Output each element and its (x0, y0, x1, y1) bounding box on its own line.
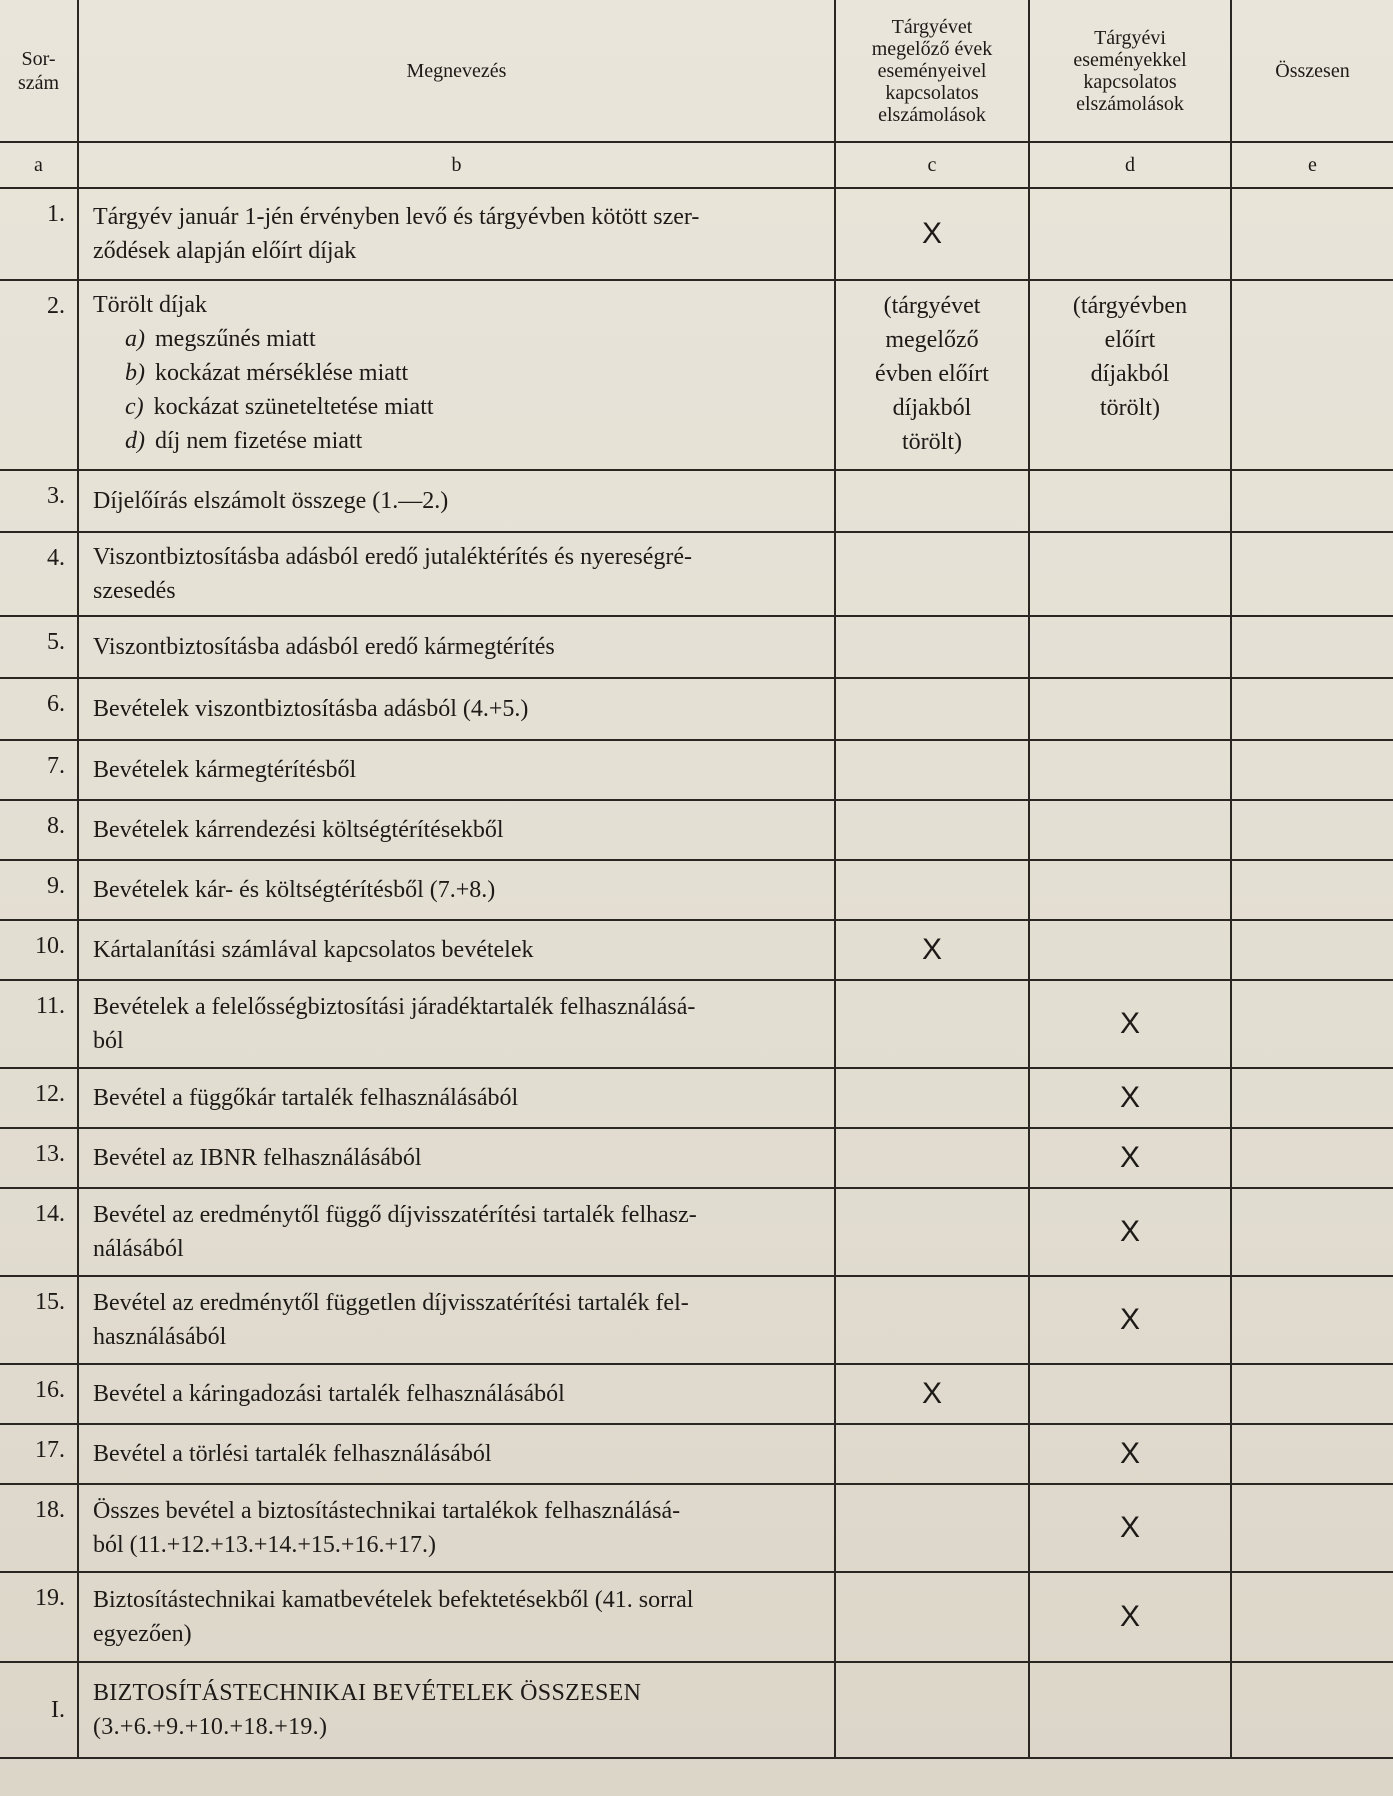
x-mark-cell-c: X (835, 1364, 1029, 1424)
row-number: 10. (0, 920, 78, 980)
empty-cell-e (1231, 1276, 1393, 1364)
row-label: Bevételek a felelősségbiztosítási járadéktartalék felhasználásá- ból (93, 994, 696, 1054)
row-label-cell (78, 740, 835, 800)
x-mark-cell-d: X (1029, 1484, 1231, 1572)
table-row (0, 532, 1393, 616)
empty-cell-c (835, 532, 1029, 616)
table-row (0, 920, 1393, 980)
row-label-cell (78, 1276, 835, 1364)
table-row (0, 1068, 1393, 1128)
total-cell-d (1029, 1662, 1231, 1758)
row-label: Bevétel a káringadozási tartalék felhasználásából (93, 1381, 565, 1407)
empty-cell-c (835, 1572, 1029, 1662)
empty-cell-e (1231, 980, 1393, 1068)
total-cell-c (835, 1662, 1029, 1758)
row-label-cell (78, 1424, 835, 1484)
row-label: Bevétel a törlési tartalék felhasználásából (93, 1441, 492, 1467)
table-row (0, 470, 1393, 532)
table-row (0, 1424, 1393, 1484)
empty-cell-e (1231, 616, 1393, 678)
row-label-cell (78, 616, 835, 678)
row-number: 17. (0, 1424, 78, 1484)
empty-cell-c (835, 1068, 1029, 1128)
row-label-cell (78, 678, 835, 740)
row-label-cell (78, 800, 835, 860)
row-label: Törölt díjak (93, 292, 207, 318)
sub-item-letter: c) (125, 394, 144, 420)
empty-cell-e (1231, 860, 1393, 920)
empty-cell-e (1231, 1364, 1393, 1424)
table-row (0, 280, 1393, 470)
total-cell-e (1231, 1662, 1393, 1758)
row-number: 1. (0, 188, 78, 280)
row-number: 6. (0, 678, 78, 740)
empty-cell-d (1029, 860, 1231, 920)
empty-cell-e (1231, 188, 1393, 280)
empty-cell-e (1231, 800, 1393, 860)
row-number: 15. (0, 1276, 78, 1364)
empty-cell-e (1231, 678, 1393, 740)
sub-item-letter: d) (125, 428, 145, 454)
empty-cell-e (1231, 1128, 1393, 1188)
total-row (0, 1662, 1393, 1758)
empty-cell-d (1029, 800, 1231, 860)
table-row (0, 860, 1393, 920)
row-label: Összes bevétel a biztosítástechnikai tartalékok felhasználásá- ból (11.+12.+13.+14.+15.+16.+17.) (93, 1498, 681, 1558)
x-mark-cell-d: X (1029, 1276, 1231, 1364)
header-description: Megnevezés (78, 0, 835, 142)
row-number: 12. (0, 1068, 78, 1128)
row-label-cell (78, 1364, 835, 1424)
table-row (0, 1484, 1393, 1572)
row-number: 3. (0, 470, 78, 532)
x-mark-cell-d: X (1029, 980, 1231, 1068)
column-letter-d: d (1029, 142, 1231, 188)
x-mark-cell-d: X (1029, 1068, 1231, 1128)
empty-cell-c (835, 980, 1029, 1068)
sub-item (93, 390, 820, 424)
row-number: 13. (0, 1128, 78, 1188)
row-label-cell (78, 1128, 835, 1188)
row-number: 7. (0, 740, 78, 800)
column-letter-c: c (835, 142, 1029, 188)
sub-item-text: kockázat mérséklése miatt (155, 360, 409, 386)
empty-cell-d (1029, 470, 1231, 532)
sub-item (93, 356, 820, 390)
total-number: I. (0, 1662, 78, 1758)
row-number: 9. (0, 860, 78, 920)
table-row (0, 1128, 1393, 1188)
empty-cell-c (835, 1128, 1029, 1188)
empty-cell-d (1029, 920, 1231, 980)
row-label-cell (78, 1068, 835, 1128)
table-row (0, 616, 1393, 678)
x-mark-cell-c: X (835, 920, 1029, 980)
empty-cell-d (1029, 1364, 1231, 1424)
empty-cell-e (1231, 1424, 1393, 1484)
row-label-cell (78, 1188, 835, 1276)
row-label: Bevételek viszontbiztosításba adásból (4.+5.) (93, 696, 529, 722)
empty-cell-e (1231, 1484, 1393, 1572)
row-label-cell (78, 280, 835, 470)
row-label: Bevétel a függőkár tartalék felhasználásából (93, 1085, 519, 1111)
row-label-cell (78, 860, 835, 920)
row-label-cell (78, 920, 835, 980)
table-row (0, 1572, 1393, 1662)
empty-cell-c (835, 1424, 1029, 1484)
table-row (0, 1188, 1393, 1276)
row-label: Kártalanítási számlával kapcsolatos bevételek (93, 937, 534, 963)
row-number: 14. (0, 1188, 78, 1276)
row-number: 16. (0, 1364, 78, 1424)
empty-cell-e (1231, 1572, 1393, 1662)
row-label-cell (78, 532, 835, 616)
empty-cell-c (835, 1276, 1029, 1364)
row-label: Bevétel az IBNR felhasználásából (93, 1145, 422, 1171)
x-mark-cell-c: X (835, 188, 1029, 280)
row-label: Viszontbiztosításba adásból eredő kármegtérítés (93, 634, 555, 660)
row-label: Díjelőírás elszámolt összege (1.—2.) (93, 488, 449, 514)
row-label-cell (78, 188, 835, 280)
empty-cell-c (835, 740, 1029, 800)
row-label-cell (78, 1484, 835, 1572)
x-mark-cell-d: X (1029, 1188, 1231, 1276)
empty-cell-d (1029, 740, 1231, 800)
x-mark-cell-d: X (1029, 1128, 1231, 1188)
sub-item-text: kockázat szüneteltetése miatt (153, 394, 434, 420)
empty-cell-c (835, 860, 1029, 920)
row-label: Bevétel az eredménytől függő díjvisszatérítési tartalék felhasz- nálásából (93, 1202, 697, 1262)
table-row (0, 678, 1393, 740)
total-label: BIZTOSÍTÁSTECHNIKAI BEVÉTELEK ÖSSZESEN (3.+6.+9.+10.+18.+19.) (78, 1662, 835, 1758)
note-cell-d: (tárgyévben előírt díjakból törölt) (1029, 280, 1231, 470)
empty-cell-d (1029, 188, 1231, 280)
empty-cell-c (835, 1188, 1029, 1276)
empty-cell-c (835, 678, 1029, 740)
empty-cell-d (1029, 532, 1231, 616)
table-row (0, 1364, 1393, 1424)
empty-cell-e (1231, 1068, 1393, 1128)
empty-cell-e (1231, 470, 1393, 532)
row-number: 18. (0, 1484, 78, 1572)
row-number: 5. (0, 616, 78, 678)
row-label: Bevételek kármegtérítésből (93, 757, 357, 783)
empty-cell-c (835, 470, 1029, 532)
sub-item-text: díj nem fizetése miatt (155, 428, 363, 454)
empty-cell-d (1029, 678, 1231, 740)
table-row (0, 188, 1393, 280)
column-letter-e: e (1231, 142, 1393, 188)
row-label-cell (78, 1572, 835, 1662)
sub-item-letter: a) (125, 326, 145, 352)
row-number: 2. (0, 280, 78, 470)
row-label: Tárgyév január 1-jén érvényben levő és tárgyévben kötött szer- ződések alapján előírt díjak (93, 204, 700, 264)
sub-item (93, 322, 820, 356)
x-mark-cell-d: X (1029, 1424, 1231, 1484)
empty-cell-e (1231, 1188, 1393, 1276)
column-letter-a: a (0, 142, 78, 188)
row-number: 19. (0, 1572, 78, 1662)
row-label-cell (78, 980, 835, 1068)
x-mark-cell-d: X (1029, 1572, 1231, 1662)
row-label-cell (78, 470, 835, 532)
table-row (0, 740, 1393, 800)
row-label: Bevételek kárrendezési költségtérítésekből (93, 817, 504, 843)
empty-cell-c (835, 616, 1029, 678)
row-label: Bevételek kár- és költségtérítésből (7.+8.) (93, 877, 496, 903)
header-serial-number: Sor- szám (0, 0, 78, 142)
empty-cell-e (1231, 280, 1393, 470)
sub-item-letter: b) (125, 360, 145, 386)
empty-cell-d (1029, 616, 1231, 678)
table-row (0, 980, 1393, 1068)
row-label: Biztosítástechnikai kamatbevételek befektetésekből (41. sorral egyezően) (93, 1587, 694, 1647)
note-cell-c: (tárgyévet megelőző évben előírt díjakból törölt) (835, 280, 1029, 470)
row-label: Bevétel az eredménytől független díjvisszatérítési tartalék fel- használásából (93, 1290, 689, 1350)
table-row (0, 800, 1393, 860)
row-number: 8. (0, 800, 78, 860)
table-row (0, 1276, 1393, 1364)
empty-cell-e (1231, 532, 1393, 616)
header-current-year-settlements: Tárgyévi eseményekkel kapcsolatos elszámolások (1029, 0, 1231, 142)
header-prior-year-settlements: Tárgyévet megelőző évek eseményeivel kapcsolatos elszámolások (835, 0, 1029, 142)
empty-cell-c (835, 1484, 1029, 1572)
row-number: 4. (0, 532, 78, 616)
empty-cell-c (835, 800, 1029, 860)
empty-cell-e (1231, 740, 1393, 800)
sub-item-text: megszűnés miatt (155, 326, 316, 352)
column-letter-b: b (78, 142, 835, 188)
header-total: Összesen (1231, 0, 1393, 142)
row-number: 11. (0, 980, 78, 1068)
sub-item (93, 424, 820, 458)
empty-cell-e (1231, 920, 1393, 980)
row-label: Viszontbiztosításba adásból eredő jutaléktérítés és nyereségré- szesedés (93, 544, 693, 604)
